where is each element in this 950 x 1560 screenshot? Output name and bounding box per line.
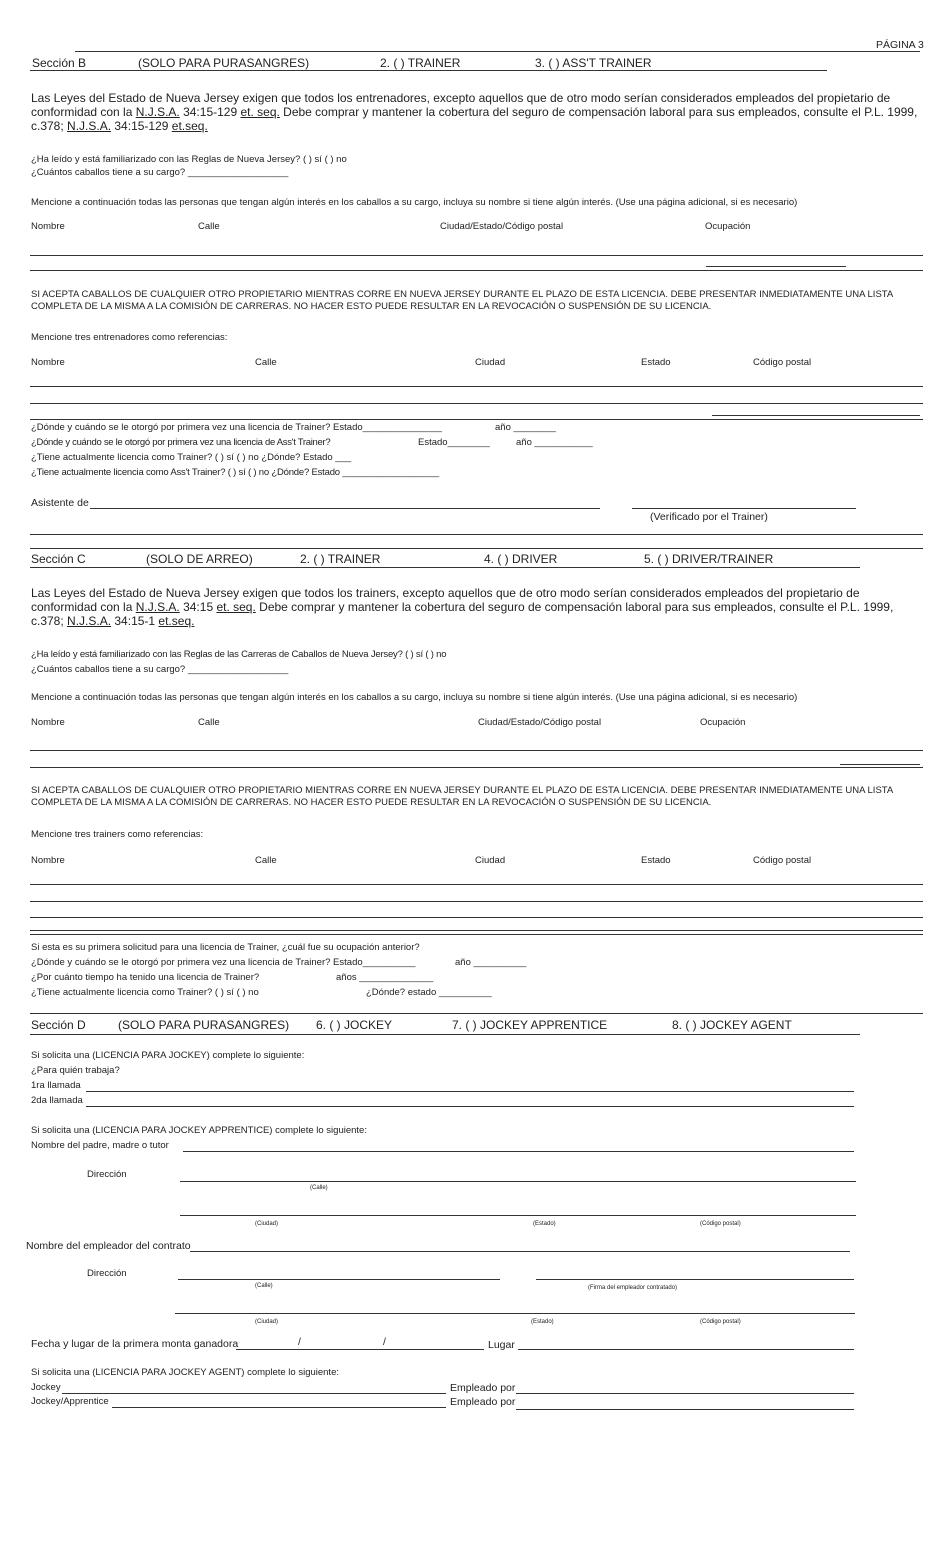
jockey-label: Jockey [31,1382,61,1393]
ref-col-estado: Estado [641,357,671,368]
reference-line[interactable] [30,386,923,387]
col-ciudad-c: Ciudad/Estado/Código postal [478,717,602,728]
divider [30,567,860,568]
previous-occupation[interactable]: Si esta es su primera solicitud para una licencia de Trainer, ¿cuál fue su ocupación anterior? [31,942,420,953]
ref-col-ciudad-c: Ciudad [475,855,506,866]
address-label-2: Dirección [87,1268,127,1279]
interest-instruction-c: Mencione a continuación todas las personas que tengan algún interés en los caballos a su cargo, incluya su nombre si tiene algún interés. (Use una página adicional, si es necesario) [31,692,798,703]
interest-line-c[interactable] [840,764,920,765]
divider [75,51,920,52]
divider [30,1013,923,1014]
references-instruction-c: Mencione tres trainers como referencias: [31,829,204,840]
section-b-subtitle: (SOLO PARA PURASANGRES) [138,56,310,70]
interest-instruction: Mencione a continuación todas las personas que tengan algún interés en los caballos a su cargo, incluya su nombre si tiene algún interés. (Use una página adicional, si es necesario) [31,197,798,208]
option-asst-trainer[interactable]: 3. ( ) ASS'T TRAINER [535,56,652,70]
horses-question-c[interactable]: ¿Cuántos caballos tiene a su cargo? ___________________ [31,664,289,675]
current-trainer-license-c[interactable]: ¿Tiene actualmente licencia como Trainer? ( ) sí ( ) no [31,987,259,998]
page-number: PÁGINA 3 [876,39,924,51]
second-call-field[interactable] [86,1106,854,1107]
apprentice-instruction: Si solicita una (LICENCIA PARA JOCKEY APPRENTICE) complete lo siguiente: [31,1125,367,1136]
warning-paragraph: SI ACEPTA CABALLOS DE CUALQUIER OTRO PROPIETARIO MIENTRAS CORRE EN NUEVA JERSEY DURANTE EL PLAZO DE ESTA LICENCIA. DEBE PRESENTAR INMEDIATAMENTE UNA LISTA COMPLETA DE LA MISMA A LA COMISIÓN DE CARRERAS. NO HACER ESTO PUEDE RESULTAR EN LA REVOCACIÓN O SUSPENSIÓN DE SU LICENCIA. [31,289,893,312]
option-trainer-c[interactable]: 2. ( ) TRAINER [300,552,381,566]
option-driver[interactable]: 4. ( ) DRIVER [484,552,558,566]
place-label: Lugar [488,1339,515,1351]
who-works-for: ¿Para quién trabaja? [31,1065,120,1076]
ref-col-nombre: Nombre [31,357,65,368]
reference-line[interactable] [712,415,920,416]
section-d-subtitle: (SOLO PARA PURASANGRES) [118,1018,290,1032]
ref-col-cp: Código postal [753,357,812,368]
city-caption: (Ciudad) [255,1221,279,1227]
reference-line-c[interactable] [30,884,923,885]
place-field[interactable] [518,1349,854,1350]
col-calle-c: Calle [198,717,220,728]
state-caption: (Estado) [533,1221,556,1227]
interest-line-c[interactable] [30,767,923,768]
first-trainer-license-c[interactable]: ¿Dónde y cuándo se le otorgó por primera vez una licencia de Trainer? Estado__________ [31,957,416,968]
ref-col-estado-c: Estado [641,855,671,866]
date-slash: / [298,1336,301,1348]
horses-question[interactable]: ¿Cuántos caballos tiene a su cargo? ___________________ [31,167,289,178]
employed-by-label-2: Empleado por [450,1396,516,1408]
col-calle: Calle [198,221,220,232]
employed-by-field-2[interactable] [516,1409,854,1410]
divider [30,548,923,549]
ref-col-cp-c: Código postal [753,855,812,866]
current-asst-license[interactable]: ¿Tiene actualmente licencia como Ass't Trainer? ( ) sí ( ) no ¿Dónde? Estado ___________________ [31,467,439,478]
ref-col-ciudad: Ciudad [475,357,506,368]
rules-question-c[interactable]: ¿Ha leído y está familiarizado con las Reglas de las Carreras de Caballos de Nueva Jersey? ( ) sí ( ) no [31,649,447,660]
reference-line-c[interactable] [30,917,923,918]
employer-field[interactable] [190,1251,850,1252]
ref-col-calle-c: Calle [255,855,277,866]
col-nombre-c: Nombre [31,717,65,728]
first-trainer-year[interactable]: año ________ [495,422,556,433]
option-jockey-agent[interactable]: 8. ( ) JOCKEY AGENT [672,1018,792,1032]
city-state-zip-field[interactable] [180,1215,856,1216]
law-paragraph-c: Las Leyes del Estado de Nueva Jersey exigen que todos los trainers, excepto aquellos que de otro modo serían considerados empleados del propietario de conformidad con la N.J.S.A. 34:15 et. seq. Debe comprar y mantener la cobertura del seguro de compensación laboral para sus empleados, consulte el P.L. 1999, c.378; N.J.S.A. 34:15-1 et.seq. [31,586,894,628]
city-caption-2: (Ciudad) [255,1319,279,1325]
references-instruction: Mencione tres entrenadores como referencias: [31,332,228,343]
jockey-instruction: Si solicita una (LICENCIA PARA JOCKEY) complete lo siguiente: [31,1050,305,1061]
reference-line[interactable] [30,403,923,404]
guardian-label: Nombre del padre, madre o tutor [31,1140,169,1151]
trainer-duration: ¿Por cuánto tiempo ha tenido una licencia de Trainer? [31,972,260,983]
employer-city-field[interactable] [175,1313,855,1314]
verified-label: (Verificado por el Trainer) [650,511,768,523]
divider [30,934,923,935]
section-c-subtitle: (SOLO DE ARREO) [146,552,253,566]
first-call-field[interactable] [86,1091,854,1092]
first-call-label: 1ra llamada [31,1080,81,1091]
address-label: Dirección [87,1169,127,1180]
law-paragraph: Las Leyes del Estado de Nueva Jersey exigen que todos los entrenadores, excepto aquellos que de otro modo serían considerados empleados del propietario de conformidad con la N.J.S.A. 34:15-129 et. seq. Debe comprar y mantener la cobertura del seguro de compensación laboral para sus empleados, consulte el P.L. 1999, c.378; N.J.S.A. 34:15-129 et.seq. [31,91,918,133]
col-ciudad: Ciudad/Estado/Código postal [440,221,564,232]
current-trainer-where[interactable]: ¿Dónde? estado __________ [366,987,492,998]
guardian-field[interactable] [183,1151,854,1152]
divider [30,534,923,535]
first-asst-year[interactable]: año ___________ [516,437,593,448]
first-win-date-field[interactable] [236,1349,484,1350]
date-slash: / [383,1336,386,1348]
street-caption: (Calle) [310,1185,328,1191]
col-nombre: Nombre [31,221,65,232]
agent-instruction: Si solicita una (LICENCIA PARA JOCKEY AGENT) complete lo siguiente: [31,1367,339,1378]
interest-line[interactable] [706,266,846,267]
zip-caption: (Código postal) [700,1221,741,1227]
first-trainer-year-c[interactable]: año __________ [455,957,527,968]
jockey-apprentice-label: Jockey/Apprentice [31,1396,109,1407]
signature-caption: (Firma del empleador contratado) [588,1285,678,1291]
first-asst-license: ¿Dónde y cuándo se le otorgó por primera vez una licencia de Ass't Trainer? [31,437,331,448]
section-b-title: Sección B [32,56,87,70]
divider [30,70,827,71]
trainer-years[interactable]: años ______________ [336,972,434,983]
col-ocupacion: Ocupación [705,221,751,232]
employer-street-field[interactable] [178,1279,500,1280]
reference-line-c[interactable] [30,901,923,902]
option-jockey[interactable]: 6. ( ) JOCKEY [316,1018,393,1032]
first-trainer-license[interactable]: ¿Dónde y cuándo se le otorgó por primera vez una licencia de Trainer? Estado_______________ [31,422,442,433]
first-asst-state[interactable]: Estado________ [418,437,490,448]
section-c-title: Sección C [31,552,86,566]
asistente-field[interactable] [90,508,600,509]
rules-question[interactable]: ¿Ha leído y está familiarizado con las Reglas de Nueva Jersey? ( ) sí ( ) no [31,154,347,165]
zip-caption-2: (Código postal) [700,1319,741,1325]
interest-line[interactable] [30,270,923,271]
section-d-title: Sección D [31,1018,86,1032]
warning-paragraph-c: SI ACEPTA CABALLOS DE CUALQUIER OTRO PROPIETARIO MIENTRAS CORRE EN NUEVA JERSEY DURANTE EL PLAZO DE ESTA LICENCIA. DEBE PRESENTAR INMEDIATAMENTE UNA LISTA COMPLETA DE LA MISMA A LA COMISIÓN DE CARRERAS. NO HACER ESTO PUEDE RESULTAR EN LA REVOCACIÓN O SUSPENSIÓN DE SU LICENCIA. [31,785,893,808]
state-caption-2: (Estado) [531,1319,554,1325]
option-driver-trainer[interactable]: 5. ( ) DRIVER/TRAINER [644,552,774,566]
employer-label: Nombre del empleador del contrato [26,1240,191,1252]
trainer-signature-field[interactable] [632,508,856,509]
employed-by-label: Empleado por [450,1382,516,1394]
first-win-label: Fecha y lugar de la primera monta ganadora [31,1338,239,1350]
interest-line-c[interactable] [30,750,923,751]
current-trainer-license[interactable]: ¿Tiene actualmente licencia como Trainer? ( ) sí ( ) no ¿Dónde? Estado ___ [31,452,352,463]
reference-line[interactable] [30,419,923,420]
employer-signature-field[interactable] [536,1279,854,1280]
employed-by-field[interactable] [516,1393,854,1394]
interest-line[interactable] [30,255,923,256]
jockey-apprentice-field[interactable] [112,1407,446,1408]
street-caption-2: (Calle) [255,1283,273,1289]
ref-col-nombre-c: Nombre [31,855,65,866]
street-field[interactable] [180,1181,856,1182]
reference-line-c[interactable] [30,930,923,931]
second-call-label: 2da llamada [31,1095,83,1106]
divider [30,1034,860,1035]
ref-col-calle: Calle [255,357,277,368]
option-jockey-apprentice[interactable]: 7. ( ) JOCKEY APPRENTICE [452,1018,608,1032]
col-ocupacion-c: Ocupación [700,717,746,728]
jockey-field[interactable] [62,1393,446,1394]
asistente-label: Asistente de [31,497,89,509]
option-trainer[interactable]: 2. ( ) TRAINER [380,56,461,70]
